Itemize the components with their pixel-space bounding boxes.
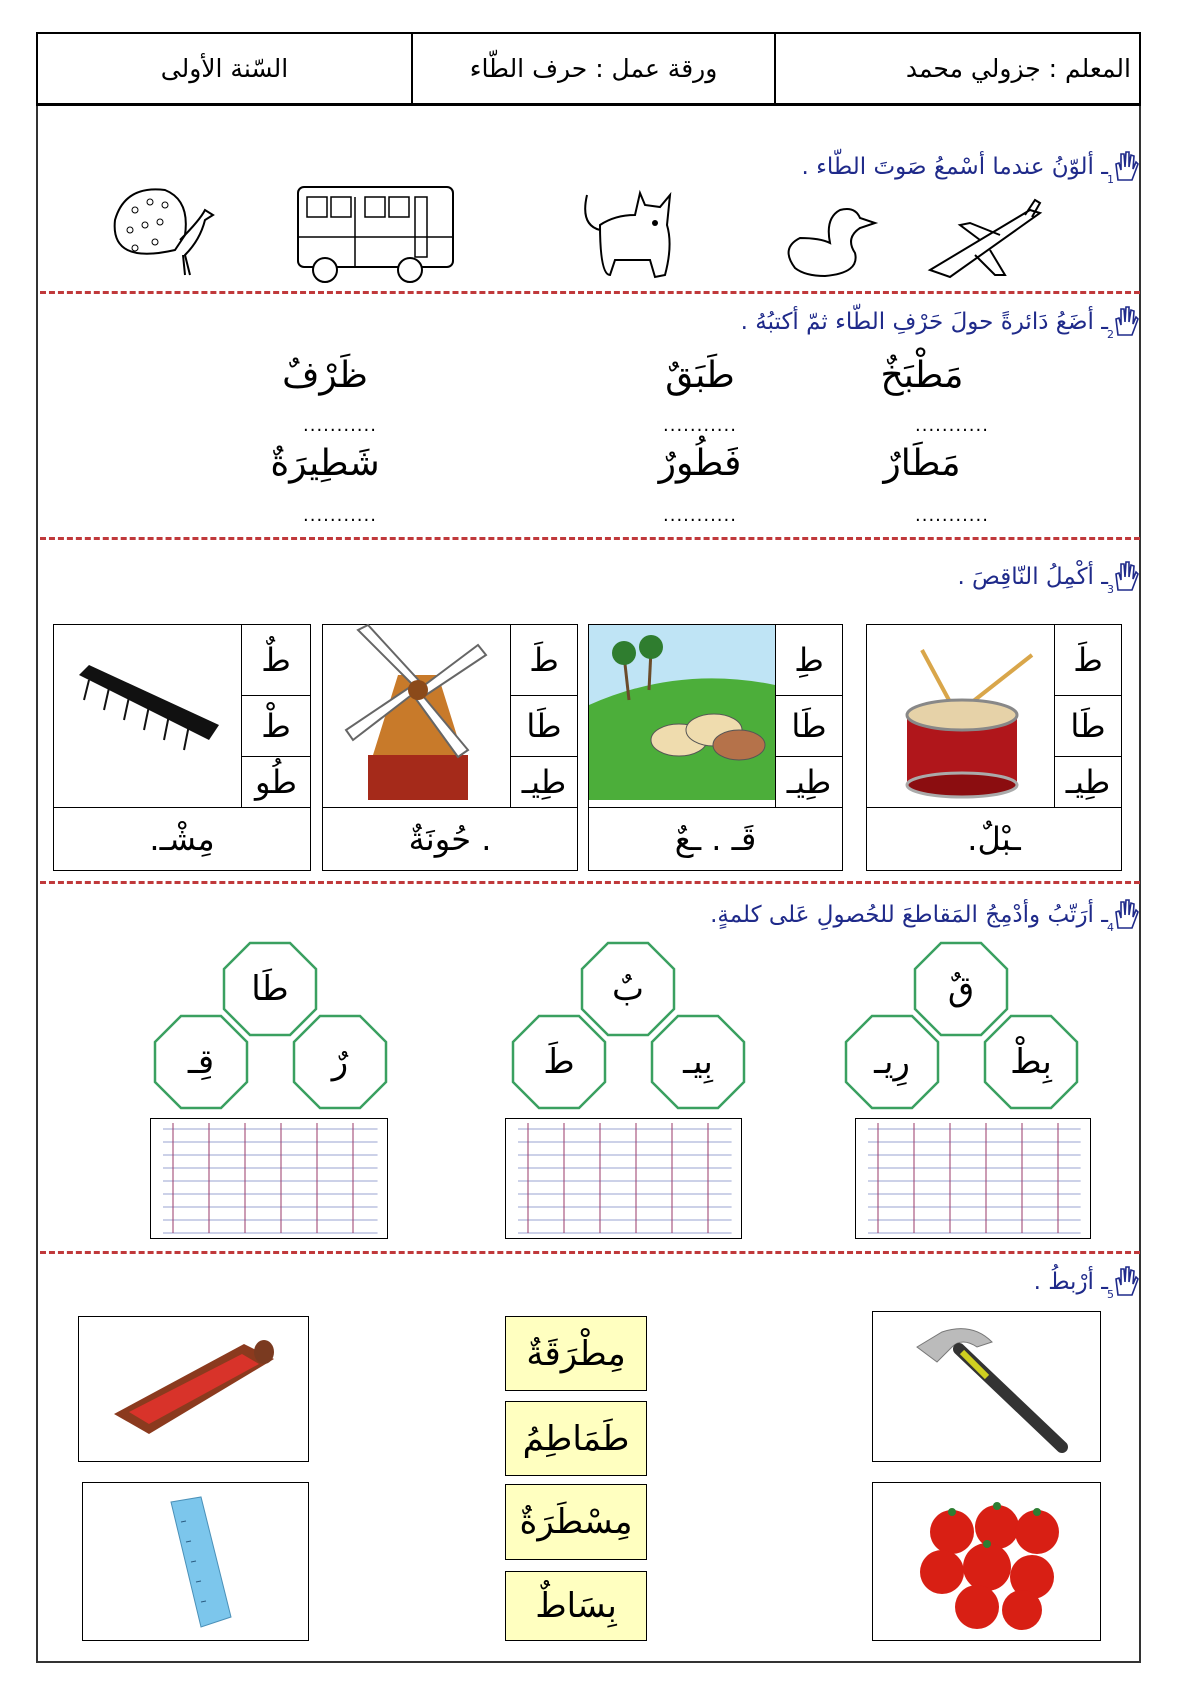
hand-number-icon xyxy=(1107,560,1140,596)
tomatoes-icon xyxy=(902,1492,1072,1632)
syllable-octagon xyxy=(983,1014,1079,1110)
ruler-icon xyxy=(146,1492,246,1632)
svg-text:1: 1 xyxy=(1107,173,1114,186)
header-table xyxy=(36,32,1141,106)
section4-instruction: ـ أرَتّبُ وأدْمِجُ المَقاطعَ للحُصولِ عَلى كلمةٍ. xyxy=(710,902,1108,928)
grid-lines xyxy=(151,1119,387,1238)
syllable-octagon xyxy=(511,1014,607,1110)
section4-title xyxy=(710,898,1140,932)
section1-title xyxy=(801,150,1140,184)
peacock-picture xyxy=(105,180,225,280)
word-card[interactable]: طَمَاطِمُ xyxy=(505,1401,647,1476)
section3-instruction: ـ أكْمِلُ النّاقِصَ . xyxy=(957,564,1108,590)
incomplete-word: مِشْـ. xyxy=(53,807,311,871)
syllable-option[interactable]: طِ xyxy=(775,624,843,696)
duck-picture xyxy=(775,198,880,283)
answer-blank[interactable]: ........... xyxy=(915,415,989,436)
syllable-option[interactable]: طَا xyxy=(1054,695,1122,757)
hand-number-icon xyxy=(1107,305,1140,341)
incomplete-word: قَـ . ـعٌ xyxy=(588,807,843,871)
grade-level: السّنة الأولى xyxy=(160,54,289,83)
syllable-octagon xyxy=(292,1014,388,1110)
word: شَطِيرَةٌ xyxy=(270,443,380,484)
answer-blank[interactable]: ........... xyxy=(663,415,737,436)
syllable-octagon xyxy=(650,1014,746,1110)
syllable-text: قٌ xyxy=(947,969,975,1009)
completion-card xyxy=(53,624,311,871)
word: مَطْبَخٌ xyxy=(880,355,964,396)
carpet-picture[interactable] xyxy=(78,1316,309,1462)
incomplete-word: . حُونَةٌ xyxy=(322,807,578,871)
section1-instruction: ـ ألوّنُ عندما أسْمعُ صَوتَ الطّاء . xyxy=(801,154,1108,180)
syllable-text: بِيـ xyxy=(683,1042,713,1082)
section-divider xyxy=(40,1251,1140,1254)
hand-number-icon xyxy=(1107,150,1140,186)
hand-number-icon xyxy=(1107,1265,1140,1301)
word: مَطَارٌ xyxy=(883,443,961,484)
syllable-octagon xyxy=(153,1014,249,1110)
section-divider xyxy=(40,537,1140,540)
grid-lines xyxy=(856,1119,1090,1238)
syllable-option[interactable]: طَا xyxy=(775,695,843,757)
syllable-text: بٌ xyxy=(612,969,645,1009)
ruler-picture[interactable] xyxy=(82,1482,309,1641)
syllable-text: رٌ xyxy=(331,1042,349,1082)
svg-text:5: 5 xyxy=(1107,1288,1114,1301)
syllable-option[interactable]: طُو xyxy=(241,756,311,808)
teacher-name: المعلم : جزولي محمد xyxy=(774,34,1139,103)
tomatoes-picture[interactable] xyxy=(872,1482,1101,1641)
hammer-icon xyxy=(897,1317,1077,1457)
syllable-octagon xyxy=(844,1014,940,1110)
svg-text:4: 4 xyxy=(1107,921,1114,934)
airplane-picture xyxy=(920,195,1050,285)
syllable-option[interactable]: طٌ xyxy=(241,624,311,696)
completion-card xyxy=(588,624,843,871)
answer-blank[interactable]: ........... xyxy=(303,415,377,436)
section5-instruction: ـ أرْبطُ . xyxy=(1033,1269,1108,1295)
carpet-icon xyxy=(104,1334,284,1444)
writing-grid[interactable] xyxy=(150,1118,388,1239)
answer-blank[interactable]: ........... xyxy=(915,505,989,526)
section5-title xyxy=(1034,1265,1140,1299)
cat-picture xyxy=(575,185,685,285)
hammer-picture[interactable] xyxy=(872,1311,1101,1462)
word: ظَرْفٌ xyxy=(282,355,368,396)
answer-blank[interactable]: ........... xyxy=(663,505,737,526)
word-card[interactable]: مِسْطَرَةٌ xyxy=(505,1484,647,1560)
section3-title xyxy=(957,560,1140,594)
completion-card xyxy=(322,624,578,871)
syllable-text: رِيـ xyxy=(874,1042,910,1082)
grid-lines xyxy=(506,1119,741,1238)
syllable-option[interactable]: طَا xyxy=(510,695,578,757)
hand-number-icon xyxy=(1107,898,1140,934)
incomplete-word: ـبْلٌ. xyxy=(866,807,1122,871)
word: طَبَقٌ xyxy=(665,355,735,396)
completion-card xyxy=(866,624,1122,871)
syllable-text: قِـ xyxy=(187,1042,215,1082)
drum-picture xyxy=(882,640,1042,800)
worksheet-title: ورقة عمل : حرف الطّاء xyxy=(411,34,774,103)
syllable-option[interactable]: طَ xyxy=(1054,624,1122,696)
word-card[interactable]: بِسَاطٌ xyxy=(505,1571,647,1641)
windmill-picture xyxy=(328,625,508,808)
svg-text:3: 3 xyxy=(1107,583,1114,596)
syllable-option[interactable]: طِيـ xyxy=(1054,756,1122,808)
writing-grid[interactable] xyxy=(505,1118,742,1239)
syllable-option[interactable]: طِيـ xyxy=(775,756,843,808)
section2-title xyxy=(741,305,1140,339)
syllable-text: طَا xyxy=(251,969,289,1009)
word: فَطُورٌ xyxy=(658,443,742,484)
answer-blank[interactable]: ........... xyxy=(303,505,377,526)
syllable-text: طَ xyxy=(543,1042,575,1082)
section-divider xyxy=(40,291,1140,294)
writing-grid[interactable] xyxy=(855,1118,1091,1239)
syllable-option[interactable]: طِيـ xyxy=(510,756,578,808)
section-divider xyxy=(40,881,1140,884)
bus-picture xyxy=(295,182,460,287)
word-card[interactable]: مِطْرَقَةٌ xyxy=(505,1316,647,1391)
syllable-text: بِطْ xyxy=(1010,1042,1052,1082)
syllable-option[interactable]: طَ xyxy=(510,624,578,696)
sheep-picture xyxy=(589,625,775,800)
section2-instruction: ـ أضَعُ دَائرةً حولَ حَرْفِ الطّاء ثمّ أكتبُهُ . xyxy=(740,309,1108,335)
svg-text:2: 2 xyxy=(1107,328,1114,341)
comb-picture xyxy=(69,655,229,775)
syllable-option[interactable]: طْ xyxy=(241,695,311,757)
